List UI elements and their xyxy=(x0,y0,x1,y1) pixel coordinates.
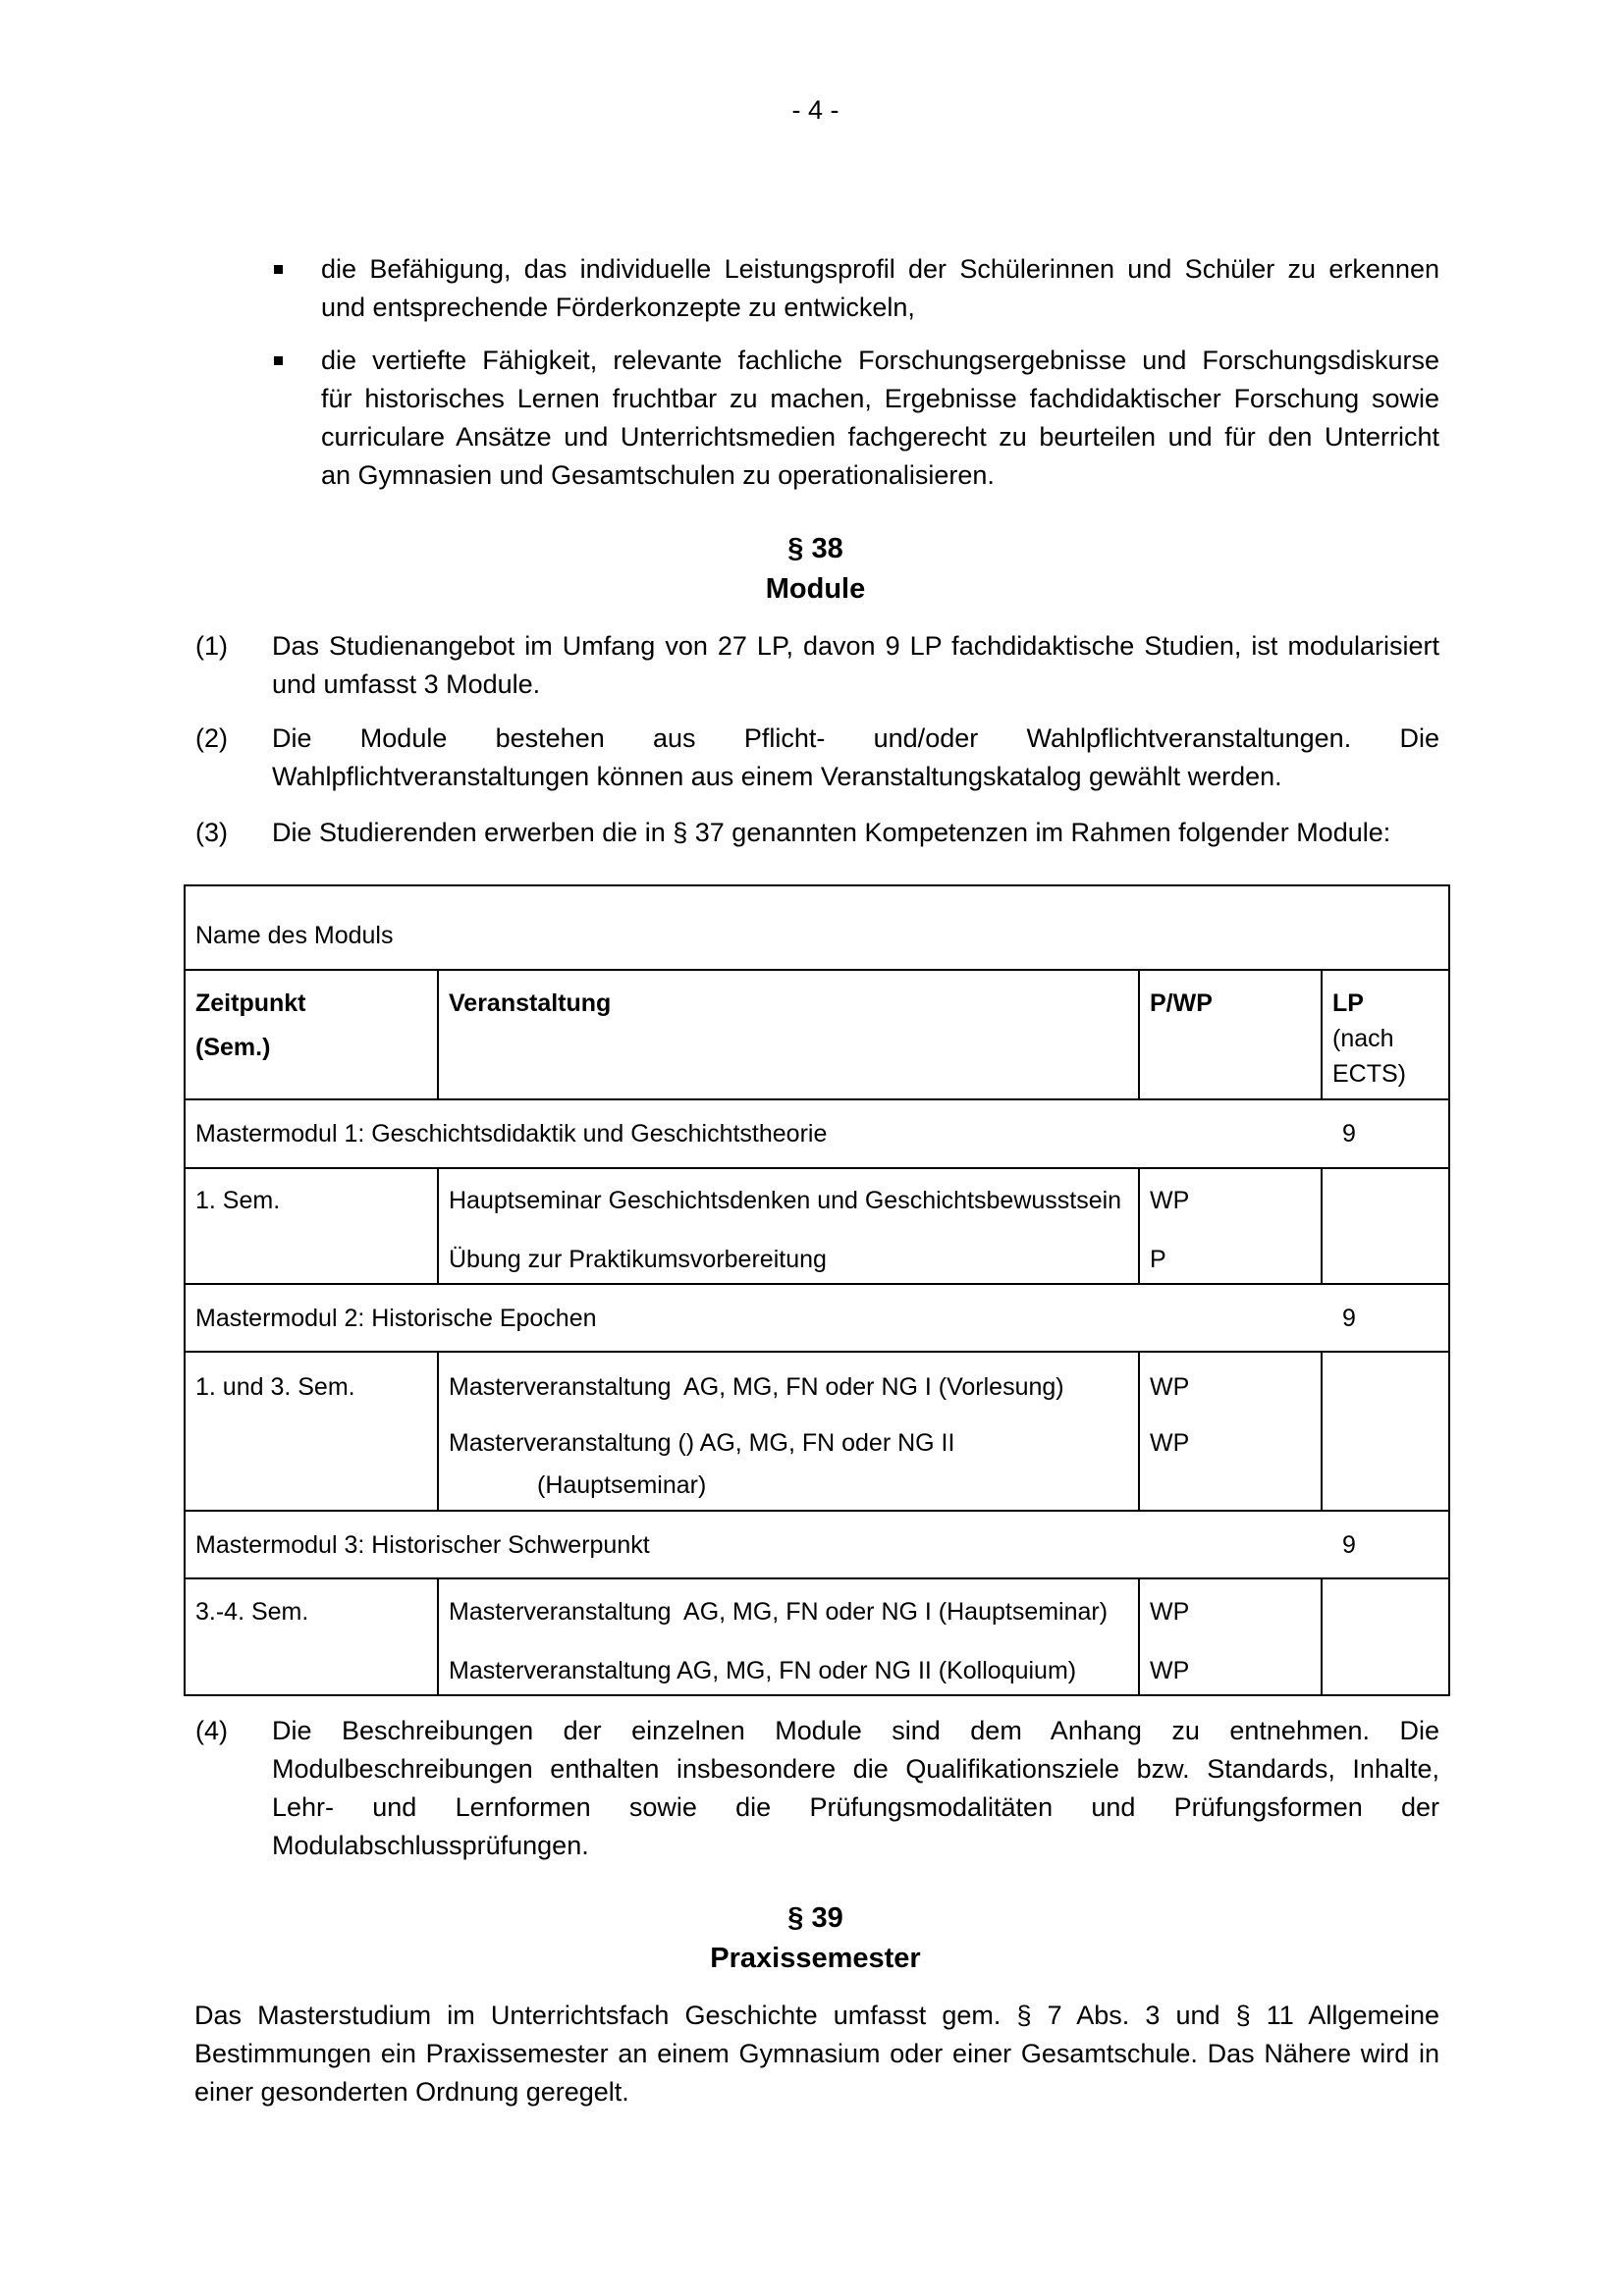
course-name: Masterveranstaltung () AG, MG, FN oder NG II xyxy=(449,1429,955,1457)
course-type: P xyxy=(1150,1246,1166,1273)
bullet-text xyxy=(321,342,1439,495)
course-name: Masterveranstaltung AG, MG, FN oder NG I (Hauptseminar) xyxy=(449,1598,1109,1626)
empty-lp-cell xyxy=(1322,1578,1449,1695)
course-row xyxy=(185,1168,1449,1284)
header-cell-zeitpunkt xyxy=(185,970,438,1099)
empty-lp-cell xyxy=(1322,1352,1449,1511)
course-cell xyxy=(438,1352,1139,1511)
paragraph-line: einer gesonderten Ordnung geregelt. xyxy=(194,2077,629,2107)
paragraph-label: (2) xyxy=(195,723,228,753)
bullet-line: an Gymnasien und Gesamtschulen zu operationalisieren. xyxy=(321,460,995,490)
course-type: WP xyxy=(1150,1598,1190,1626)
paragraph-line: Das Masterstudium im Unterrichtsfach Geschichte umfasst gem. § 7 Abs. 3 und § 11 Allgemeine xyxy=(194,2001,1439,2030)
square-bullet-icon xyxy=(274,265,283,274)
paragraph-line: Die Studierenden erwerben die in § 37 genannten Kompetenzen im Rahmen folgender Module: xyxy=(272,818,1391,847)
bullet-line: für historisches Lernen fruchtbar zu machen, Ergebnisse fachdidaktischer Forschung sowie xyxy=(321,384,1439,413)
paragraph-text xyxy=(272,627,1439,704)
header-zeitpunkt-unit: (Sem.) xyxy=(195,1034,271,1061)
paragraph-line: Die Module bestehen aus Pflicht- und/oder Wahlpflichtveranstaltungen. Die xyxy=(272,723,1439,753)
paragraph-line: Bestimmungen ein Praxissemester an einem Gymnasium oder einer Gesamtschule. Das Nähere wird in xyxy=(194,2039,1439,2068)
module-title: Mastermodul 1: Geschichtsdidaktik und Geschichtstheorie xyxy=(185,1099,1322,1168)
page-number: - 4 - xyxy=(791,95,839,125)
module-title: Mastermodul 3: Historischer Schwerpunkt xyxy=(185,1511,1322,1578)
module-lp: 9 xyxy=(1322,1511,1449,1578)
header-cell-veranstaltung: Veranstaltung xyxy=(438,970,1139,1099)
paragraph-line: Wahlpflichtveranstaltungen können aus einem Veranstaltungskatalog gewählt werden. xyxy=(272,762,1282,791)
course-type: WP xyxy=(1150,1429,1190,1457)
course-name: Übung zur Praktikumsvorbereitung xyxy=(449,1246,827,1273)
paragraph-line: Lehr- und Lernformen sowie die Prüfungsmodalitäten und Prüfungsformen der xyxy=(272,1792,1439,1822)
course-row xyxy=(185,1578,1449,1695)
header-lp: LP xyxy=(1332,989,1364,1017)
module-row xyxy=(185,1284,1449,1352)
paragraph-4 xyxy=(195,1712,1439,1865)
paragraph-line: und umfasst 3 Module. xyxy=(272,669,541,699)
semester-cell: 1. und 3. Sem. xyxy=(185,1352,438,1511)
course-type-cell xyxy=(1139,1578,1322,1695)
bullet-item xyxy=(274,250,1439,327)
course-type-cell xyxy=(1139,1168,1322,1284)
bullet-text xyxy=(321,250,1439,327)
section-number: § 39 xyxy=(787,1902,843,1934)
paragraph-text xyxy=(272,1712,1439,1865)
section-title: Praxissemester xyxy=(710,1943,921,1974)
header-lp-note: (nach ECTS) xyxy=(1332,1025,1406,1088)
paragraph-text xyxy=(272,814,1439,852)
semester-cell: 1. Sem. xyxy=(185,1168,438,1284)
header-zeitpunkt: Zeitpunkt xyxy=(195,989,306,1017)
course-type: WP xyxy=(1150,1657,1190,1684)
table-caption: Name des Moduls xyxy=(185,885,1449,970)
header-cell-pwp: P/WP xyxy=(1139,970,1322,1099)
paragraph-line: Modulabschlussprüfungen. xyxy=(272,1831,589,1860)
module-title: Mastermodul 2: Historische Epochen xyxy=(185,1284,1322,1352)
course-name: Masterveranstaltung AG, MG, FN oder NG II (Kolloquium) xyxy=(449,1657,1077,1684)
paragraph-line: Modulbeschreibungen enthalten insbesondere die Qualifikationsziele bzw. Standards, Inhalte, xyxy=(272,1754,1439,1784)
module-lp: 9 xyxy=(1322,1099,1449,1168)
course-row xyxy=(185,1352,1449,1511)
course-type-cell xyxy=(1139,1352,1322,1511)
module-row xyxy=(185,1511,1449,1578)
empty-lp-cell xyxy=(1322,1168,1449,1284)
bullet-line: die Befähigung, das individuelle Leistungsprofil der Schülerinnen und Schüler zu erkennen xyxy=(321,254,1439,284)
paragraph-2 xyxy=(195,720,1439,796)
course-type: WP xyxy=(1150,1373,1190,1401)
section-title: Module xyxy=(765,573,866,605)
section-number: § 38 xyxy=(787,533,843,564)
course-type: WP xyxy=(1150,1187,1190,1214)
section-38-heading xyxy=(184,529,1447,610)
table-header-row xyxy=(185,970,1449,1099)
paragraph-line: Die Beschreibungen der einzelnen Module sind dem Anhang zu entnehmen. Die xyxy=(272,1716,1439,1745)
bullet-item xyxy=(274,342,1439,495)
semester-cell: 3.-4. Sem. xyxy=(185,1578,438,1695)
module-table xyxy=(184,884,1450,1696)
bullet-line: die vertiefte Fähigkeit, relevante fachliche Forschungsergebnisse und Forschungsdiskurse xyxy=(321,346,1439,375)
module-lp: 9 xyxy=(1322,1284,1449,1352)
course-name: Masterveranstaltung AG, MG, FN oder NG I (Vorlesung) xyxy=(449,1373,1064,1401)
paragraph-label: (3) xyxy=(195,818,228,847)
bullet-line: curriculare Ansätze und Unterrichtsmedien fachgerecht zu beurteilen und für den Unterricht xyxy=(321,422,1439,452)
paragraph-label: (4) xyxy=(195,1716,228,1745)
course-cell xyxy=(438,1168,1139,1284)
course-name: Hauptseminar Geschichtsdenken und Geschichtsbewusstsein xyxy=(449,1187,1122,1214)
course-name-continuation: (Hauptseminar) xyxy=(537,1471,707,1499)
square-bullet-icon xyxy=(274,356,283,365)
paragraph-1 xyxy=(195,627,1439,704)
table-caption-row xyxy=(185,885,1449,970)
section-39-heading xyxy=(184,1898,1447,1979)
paragraph-text xyxy=(272,720,1439,796)
course-cell xyxy=(438,1578,1139,1695)
header-cell-lp xyxy=(1322,970,1449,1099)
module-row xyxy=(185,1099,1449,1168)
praxissemester-paragraph xyxy=(194,1997,1439,2111)
bullet-line: und entsprechende Förderkonzepte zu entwickeln, xyxy=(321,293,915,322)
paragraph-line: Das Studienangebot im Umfang von 27 LP, davon 9 LP fachdidaktische Studien, ist modularisiert xyxy=(272,631,1439,661)
paragraph-3 xyxy=(195,814,1439,852)
paragraph-label: (1) xyxy=(195,631,228,661)
